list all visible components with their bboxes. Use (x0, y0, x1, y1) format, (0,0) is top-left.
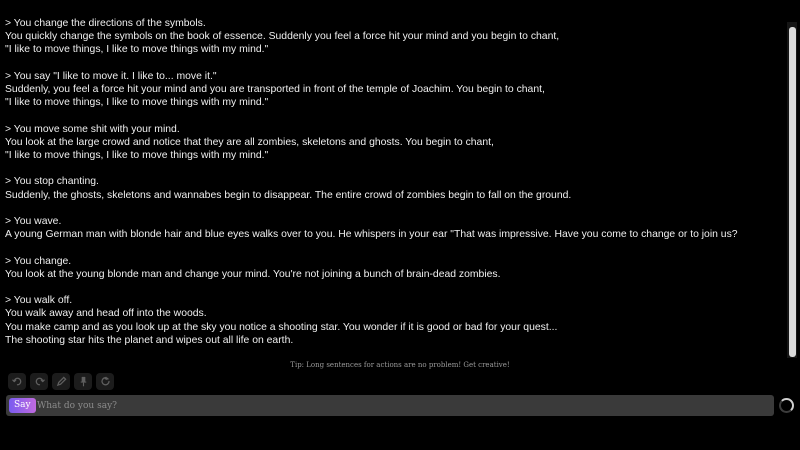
redo-button[interactable] (30, 373, 48, 390)
pin-button[interactable] (74, 373, 92, 390)
pin-icon (78, 376, 89, 387)
story-text-line: You look at the young blonde man and change your mind. You're not joining a bunch of brain-dead zombies. (5, 268, 501, 280)
story-text-line: A young German man with blonde hair and blue eyes walks over to you. He whispers in your ear "That was impressive. Have you come to change or to join us? (5, 229, 738, 241)
refresh-icon (100, 376, 111, 387)
undo-button[interactable] (8, 373, 26, 390)
tip-text: Tip: Long sentences for actions are no problem! Get creative! (290, 361, 510, 369)
story-text-line: Suddenly, the ghosts, skeletons and wannabes begin to disappear. The entire crowd of zombies begin to fall on the ground. (5, 189, 572, 201)
story-action-line: > You say "I like to move it. I like to... move it." (5, 70, 217, 82)
story-action-line: > You move some shit with your mind. (5, 123, 180, 135)
story-text-line: The shooting star hits the planet and wipes out all life on earth. (5, 334, 294, 346)
story-action-line: > You change. (5, 255, 72, 267)
redo-icon (34, 376, 45, 387)
story-text-line: "I like to move things, I like to move things with my mind." (5, 150, 269, 161)
story-scrollbar-thumb[interactable] (789, 27, 796, 357)
say-mode-button[interactable]: Say (9, 398, 36, 413)
story-text-line: You quickly change the symbols on the book of essence. Suddenly you feel a force hit your mind and you begin to chant, (5, 31, 560, 43)
story-entry (5, 294, 780, 347)
story-text-line: Suddenly, you feel a force hit your mind and you are transported in front of the temple of Joachim. You begin to chant, (5, 84, 545, 95)
edit-button[interactable] (52, 373, 70, 390)
story-text-line: You look at the large crowd and notice that they are all zombies, skeletons and ghosts. You begin to chant, (5, 136, 494, 148)
story-entry (5, 70, 780, 110)
story-action-line: > You change the directions of the symbols. (5, 18, 206, 29)
story-entry (5, 215, 780, 241)
story-text-line: You walk away and head off into the woods. (5, 308, 207, 320)
story-entry (5, 17, 780, 57)
action-toolbar (8, 373, 114, 390)
story-text-line: You make camp and as you look up at the sky you notice a shooting star. You wonder if it is good or bad for your quest... (5, 321, 558, 333)
pencil-icon (56, 376, 67, 387)
story-entry (5, 175, 780, 201)
retry-button[interactable] (96, 373, 114, 390)
action-input-bar (6, 395, 774, 416)
loading-spinner-icon (779, 398, 794, 413)
story-action-line: > You walk off. (5, 295, 73, 307)
story-action-line: > You stop chanting. (5, 176, 99, 188)
story-entry (5, 123, 780, 163)
story-text (5, 17, 780, 357)
undo-icon (12, 376, 23, 387)
story-entry (5, 255, 780, 281)
action-input[interactable] (37, 397, 762, 414)
story-action-line: > You wave. (5, 215, 62, 227)
story-text-line: "I like to move things, I like to move things with my mind." (5, 44, 269, 56)
story-text-line: "I like to move things, I like to move things with my mind." (5, 97, 269, 109)
